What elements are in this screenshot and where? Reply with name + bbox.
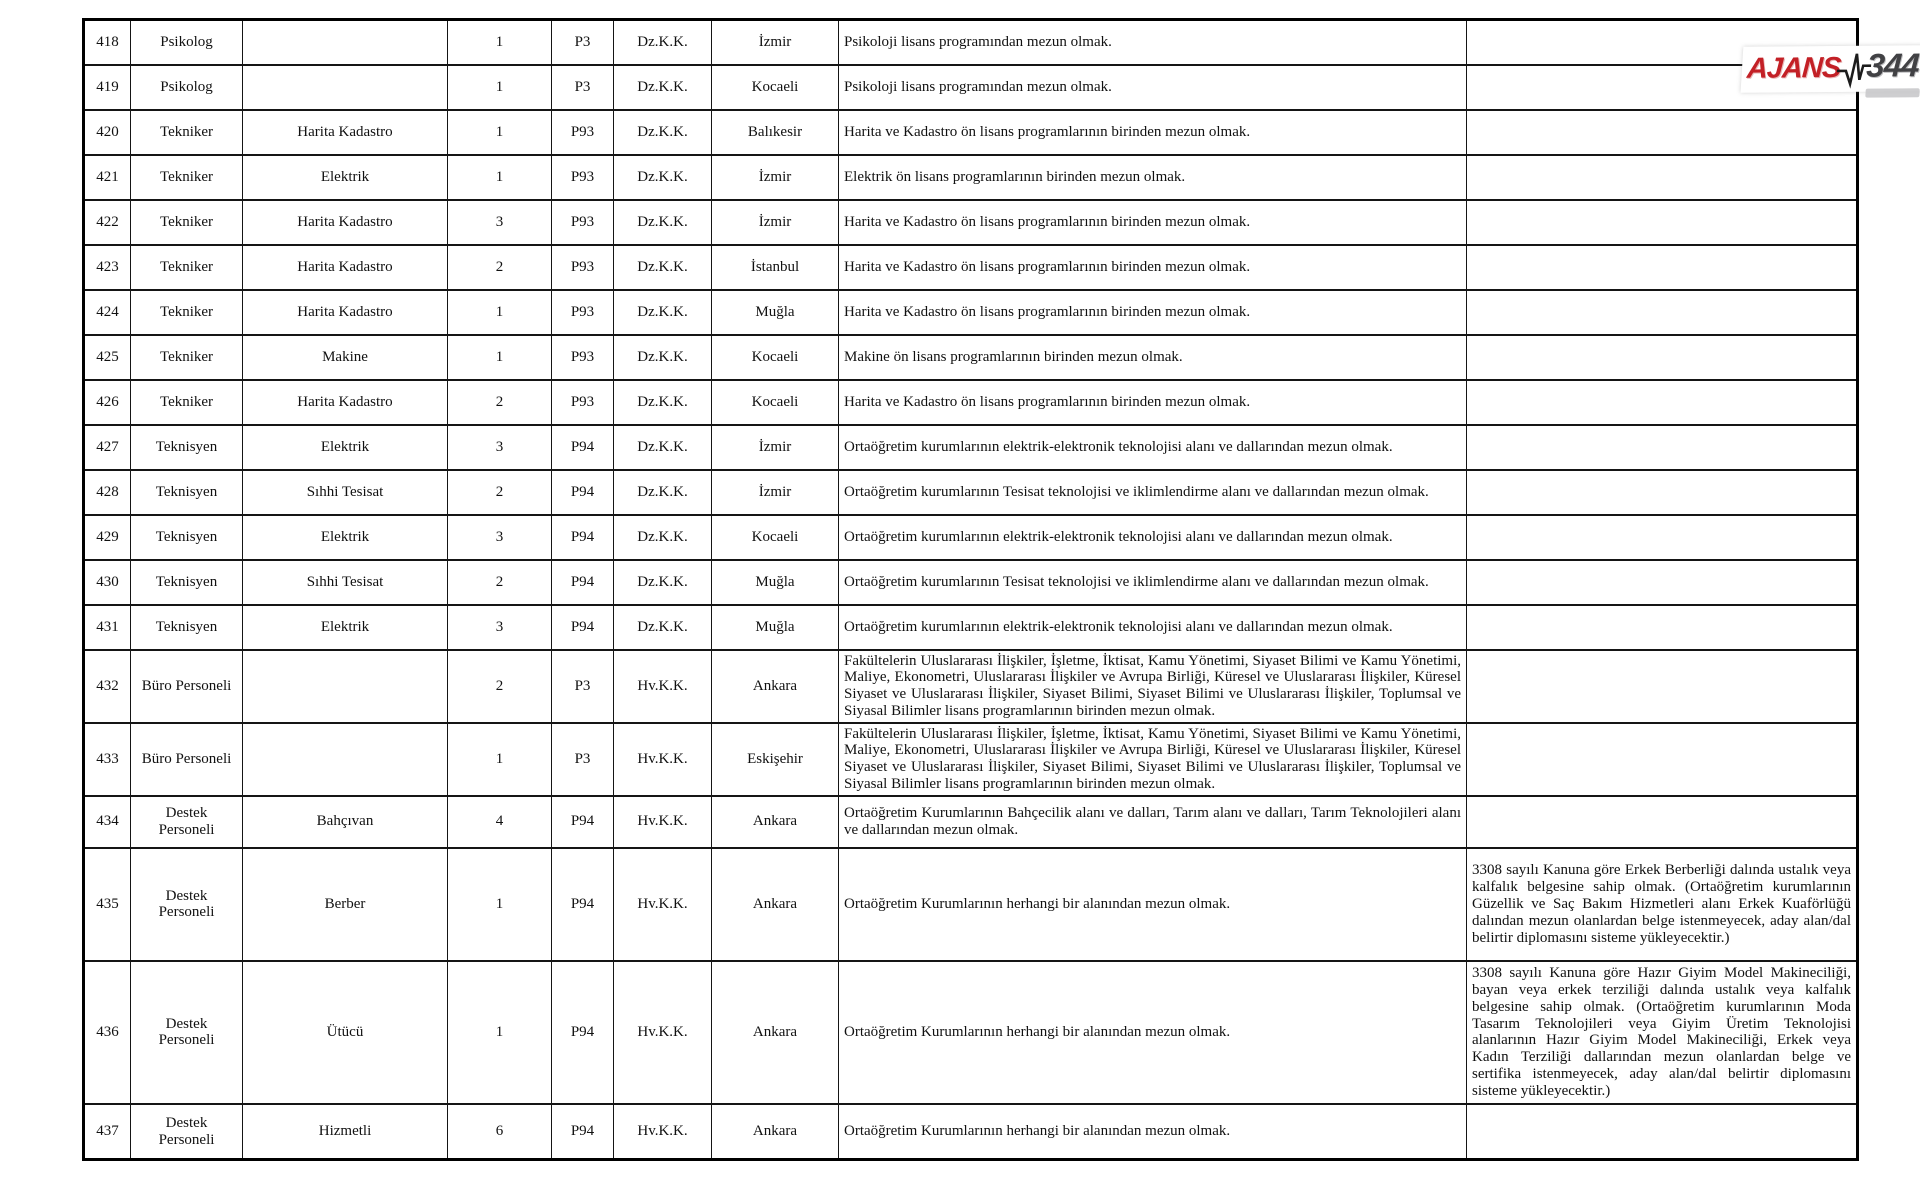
cell-kod: P93	[552, 155, 614, 200]
cell-aciklama	[1467, 1104, 1858, 1160]
cell-nitelik: Harita ve Kadastro ön lisans programlarının birinden mezun olmak.	[839, 200, 1467, 245]
cell-nitelik: Makine ön lisans programlarının birinden mezun olmak.	[839, 335, 1467, 380]
cell-adet: 1	[448, 290, 552, 335]
cell-brans: Harita Kadastro	[243, 110, 448, 155]
cell-adet: 2	[448, 245, 552, 290]
cell-adet: 3	[448, 515, 552, 560]
cell-unvan: Teknisyen	[131, 560, 243, 605]
table-row	[84, 848, 1858, 961]
cell-kuvvet: Hv.K.K.	[614, 848, 712, 961]
cell-unvan: Tekniker	[131, 245, 243, 290]
cell-kuvvet: Dz.K.K.	[614, 605, 712, 650]
cell-kuvvet: Dz.K.K.	[614, 560, 712, 605]
table-row	[84, 650, 1858, 723]
table-row	[84, 723, 1858, 796]
cell-nitelik: Ortaöğretim kurumlarının elektrik-elektronik teknolojisi alanı ve dallarından mezun olmak.	[839, 605, 1467, 650]
cell-nitelik: Psikoloji lisans programından mezun olmak.	[839, 65, 1467, 110]
cell-kod: P93	[552, 335, 614, 380]
cell-kuvvet: Hv.K.K.	[614, 723, 712, 796]
cell-aciklama	[1467, 155, 1858, 200]
cell-unvan: Teknisyen	[131, 425, 243, 470]
cell-adet: 1	[448, 65, 552, 110]
cell-brans: Sıhhi Tesisat	[243, 560, 448, 605]
cell-sira: 431	[84, 605, 131, 650]
cell-unvan: Tekniker	[131, 380, 243, 425]
cell-aciklama	[1467, 335, 1858, 380]
cell-sira: 433	[84, 723, 131, 796]
cell-kuvvet: Dz.K.K.	[614, 335, 712, 380]
cell-kuvvet: Dz.K.K.	[614, 20, 712, 65]
cell-kod: P3	[552, 650, 614, 723]
table-row	[84, 290, 1858, 335]
cell-il: İzmir	[712, 470, 839, 515]
cell-sira: 432	[84, 650, 131, 723]
cell-kod: P94	[552, 515, 614, 560]
cell-il: Ankara	[712, 1104, 839, 1160]
cell-kuvvet: Hv.K.K.	[614, 650, 712, 723]
cell-sira: 426	[84, 380, 131, 425]
cell-sira: 436	[84, 961, 131, 1104]
cell-brans: Elektrik	[243, 155, 448, 200]
cell-kuvvet: Hv.K.K.	[614, 796, 712, 848]
table-row	[84, 110, 1858, 155]
table-row	[84, 605, 1858, 650]
cell-adet: 1	[448, 961, 552, 1104]
cell-nitelik: Harita ve Kadastro ön lisans programlarının birinden mezun olmak.	[839, 290, 1467, 335]
cell-kuvvet: Dz.K.K.	[614, 425, 712, 470]
cell-il: Ankara	[712, 650, 839, 723]
cell-kod: P94	[552, 796, 614, 848]
cell-unvan: Büro Personeli	[131, 650, 243, 723]
table-row	[84, 515, 1858, 560]
cell-kuvvet: Dz.K.K.	[614, 245, 712, 290]
cell-kuvvet: Hv.K.K.	[614, 961, 712, 1104]
cell-kod: P94	[552, 961, 614, 1104]
cell-brans: Harita Kadastro	[243, 380, 448, 425]
cell-sira: 420	[84, 110, 131, 155]
cell-sira: 427	[84, 425, 131, 470]
table-row	[84, 20, 1858, 65]
cell-adet: 4	[448, 796, 552, 848]
cell-kuvvet: Dz.K.K.	[614, 515, 712, 560]
cell-aciklama: 3308 sayılı Kanuna göre Hazır Giyim Model Makineciliği, bayan veya erkek terziliği dalında ustalık veya kalfalık belgesine sahip olmak. (Ortaöğretim kurumlarının Moda Tasarım Teknolojileri veya Giyim Üretim Teknolojisi alanlarının Hazır Giyim Model Makineciliği, Erkek veya Kadın Terziliği dallarından mezun olanlardan belge ve sertifika istenmeyecek, aday alan/dal belirtir diplomasını sisteme yükleyecektir.)	[1467, 961, 1858, 1104]
cell-kod: P94	[552, 425, 614, 470]
cell-nitelik: Harita ve Kadastro ön lisans programlarının birinden mezun olmak.	[839, 380, 1467, 425]
cell-adet: 2	[448, 470, 552, 515]
cell-nitelik: Ortaöğretim kurumlarının Tesisat teknolojisi ve iklimlendirme alanı ve dallarından mezun olmak.	[839, 470, 1467, 515]
cell-kod: P94	[552, 605, 614, 650]
cell-brans: Harita Kadastro	[243, 200, 448, 245]
cell-brans: Makine	[243, 335, 448, 380]
cell-kod: P3	[552, 20, 614, 65]
cell-kod: P94	[552, 560, 614, 605]
cell-unvan: Tekniker	[131, 110, 243, 155]
cell-aciklama	[1467, 650, 1858, 723]
table-row	[84, 155, 1858, 200]
cell-aciklama	[1467, 380, 1858, 425]
logo-number-text: 344	[1865, 46, 1920, 84]
cell-il: Ankara	[712, 796, 839, 848]
table-row	[84, 335, 1858, 380]
cell-sira: 421	[84, 155, 131, 200]
cell-adet: 2	[448, 650, 552, 723]
cell-kuvvet: Dz.K.K.	[614, 110, 712, 155]
cell-adet: 2	[448, 380, 552, 425]
cell-unvan: Destek Personeli	[131, 961, 243, 1104]
table-row	[84, 425, 1858, 470]
cell-aciklama	[1467, 200, 1858, 245]
cell-unvan: Psikolog	[131, 20, 243, 65]
cell-kod: P3	[552, 65, 614, 110]
cell-sira: 437	[84, 1104, 131, 1160]
cell-kod: P94	[552, 1104, 614, 1160]
job-postings-table	[82, 18, 1859, 1161]
cell-brans: Harita Kadastro	[243, 245, 448, 290]
cell-kuvvet: Dz.K.K.	[614, 155, 712, 200]
cell-brans: Berber	[243, 848, 448, 961]
table-row	[84, 65, 1858, 110]
job-table-body	[84, 20, 1858, 1160]
cell-brans: Bahçıvan	[243, 796, 448, 848]
cell-il: Ankara	[712, 961, 839, 1104]
cell-brans: Sıhhi Tesisat	[243, 470, 448, 515]
cell-aciklama: 3308 sayılı Kanuna göre Erkek Berberliği dalında ustalık veya kalfalık belgesine sahip olmak. (Ortaöğretim kurumlarının Güzellik ve Saç Bakım Hizmetleri alanı Erkek Kuaförlüğü dalından mezun olanlardan belge istenmeyecek, aday alan/dal belirtir diplomasını sisteme yükleyecektir.)	[1467, 848, 1858, 961]
cell-kod: P93	[552, 290, 614, 335]
cell-sira: 418	[84, 20, 131, 65]
cell-brans	[243, 20, 448, 65]
cell-kod: P94	[552, 470, 614, 515]
cell-unvan: Teknisyen	[131, 515, 243, 560]
cell-aciklama	[1467, 515, 1858, 560]
cell-adet: 1	[448, 848, 552, 961]
table-row	[84, 470, 1858, 515]
cell-aciklama	[1467, 605, 1858, 650]
cell-brans: Ütücü	[243, 961, 448, 1104]
cell-nitelik: Ortaöğretim Kurumlarının herhangi bir alanından mezun olmak.	[839, 1104, 1467, 1160]
cell-nitelik: Harita ve Kadastro ön lisans programlarının birinden mezun olmak.	[839, 245, 1467, 290]
cell-il: Eskişehir	[712, 723, 839, 796]
cell-nitelik: Ortaöğretim kurumlarının elektrik-elektronik teknolojisi alanı ve dallarından mezun olmak.	[839, 515, 1467, 560]
cell-kod: P93	[552, 200, 614, 245]
cell-sira: 435	[84, 848, 131, 961]
cell-nitelik: Ortaöğretim Kurumlarının Bahçecilik alanı ve dalları, Tarım alanı ve dalları, Tarım Teknolojileri alanı ve dallarından mezun olmak.	[839, 796, 1467, 848]
cell-sira: 425	[84, 335, 131, 380]
cell-unvan: Tekniker	[131, 200, 243, 245]
cell-unvan: Tekniker	[131, 155, 243, 200]
cell-adet: 1	[448, 155, 552, 200]
cell-aciklama	[1467, 245, 1858, 290]
cell-il: İzmir	[712, 425, 839, 470]
cell-sira: 423	[84, 245, 131, 290]
cell-nitelik: Psikoloji lisans programından mezun olmak.	[839, 20, 1467, 65]
cell-unvan: Destek Personeli	[131, 1104, 243, 1160]
cell-unvan: Tekniker	[131, 335, 243, 380]
cell-adet: 1	[448, 110, 552, 155]
cell-nitelik: Ortaöğretim Kurumlarının herhangi bir alanından mezun olmak.	[839, 961, 1467, 1104]
cell-unvan: Büro Personeli	[131, 723, 243, 796]
cell-aciklama	[1467, 560, 1858, 605]
cell-il: İzmir	[712, 200, 839, 245]
cell-il: Ankara	[712, 848, 839, 961]
cell-unvan: Destek Personeli	[131, 848, 243, 961]
cell-kuvvet: Dz.K.K.	[614, 65, 712, 110]
cell-adet: 1	[448, 335, 552, 380]
cell-kuvvet: Dz.K.K.	[614, 290, 712, 335]
logo-brand-text: AJANS	[1746, 51, 1842, 85]
cell-aciklama	[1467, 425, 1858, 470]
cell-brans: Elektrik	[243, 605, 448, 650]
cell-il: Balıkesir	[712, 110, 839, 155]
cell-aciklama	[1467, 723, 1858, 796]
cell-brans: Elektrik	[243, 515, 448, 560]
cell-aciklama	[1467, 796, 1858, 848]
cell-il: Kocaeli	[712, 335, 839, 380]
cell-kuvvet: Dz.K.K.	[614, 380, 712, 425]
cell-il: İzmir	[712, 155, 839, 200]
cell-kod: P93	[552, 380, 614, 425]
cell-unvan: Tekniker	[131, 290, 243, 335]
cell-adet: 2	[448, 560, 552, 605]
cell-aciklama	[1467, 110, 1858, 155]
ajans344-logo	[1741, 45, 1920, 93]
cell-kod: P93	[552, 110, 614, 155]
cell-adet: 3	[448, 200, 552, 245]
cell-brans	[243, 650, 448, 723]
table-row	[84, 1104, 1858, 1160]
cell-adet: 1	[448, 20, 552, 65]
cell-adet: 3	[448, 605, 552, 650]
cell-nitelik: Ortaöğretim Kurumlarının herhangi bir alanından mezun olmak.	[839, 848, 1467, 961]
cell-unvan: Teknisyen	[131, 605, 243, 650]
cell-brans: Harita Kadastro	[243, 290, 448, 335]
cell-aciklama	[1467, 470, 1858, 515]
table-row	[84, 961, 1858, 1104]
cell-kod: P3	[552, 723, 614, 796]
cell-kuvvet: Dz.K.K.	[614, 200, 712, 245]
cell-adet: 6	[448, 1104, 552, 1160]
table-row	[84, 380, 1858, 425]
cell-nitelik: Ortaöğretim kurumlarının Tesisat teknolojisi ve iklimlendirme alanı ve dallarından mezun olmak.	[839, 560, 1467, 605]
cell-unvan: Destek Personeli	[131, 796, 243, 848]
cell-il: Kocaeli	[712, 515, 839, 560]
table-row	[84, 200, 1858, 245]
cell-unvan: Teknisyen	[131, 470, 243, 515]
cell-brans: Elektrik	[243, 425, 448, 470]
table-row	[84, 560, 1858, 605]
cell-unvan: Psikolog	[131, 65, 243, 110]
cell-il: Kocaeli	[712, 65, 839, 110]
cell-nitelik: Ortaöğretim kurumlarının elektrik-elektronik teknolojisi alanı ve dallarından mezun olmak.	[839, 425, 1467, 470]
cell-adet: 3	[448, 425, 552, 470]
cell-nitelik: Elektrik ön lisans programlarının birinden mezun olmak.	[839, 155, 1467, 200]
cell-brans: Hizmetli	[243, 1104, 448, 1160]
cell-il: Muğla	[712, 290, 839, 335]
cell-brans	[243, 723, 448, 796]
cell-sira: 422	[84, 200, 131, 245]
table-row	[84, 245, 1858, 290]
cell-il: İstanbul	[712, 245, 839, 290]
cell-kod: P94	[552, 848, 614, 961]
cell-il: Kocaeli	[712, 380, 839, 425]
cell-sira: 434	[84, 796, 131, 848]
cell-nitelik: Fakültelerin Uluslararası İlişkiler, İşletme, İktisat, Kamu Yönetimi, Siyaset Bilimi ve Kamu Yönetimi, Maliye, Ekonometri, Uluslararası İlişkiler ve Avrupa Birliği, Küresel ve Uluslararası İlişkiler, Küresel Siyaset ve Uluslararası İlişkiler, Siyaset Bilimi, Siyaset Bilimi ve Uluslararası İlişkiler, Toplumsal ve Siyasal Bilimler lisans programlarının birinden mezun olmak.	[839, 723, 1467, 796]
cell-sira: 424	[84, 290, 131, 335]
cell-kod: P93	[552, 245, 614, 290]
cell-nitelik: Harita ve Kadastro ön lisans programlarının birinden mezun olmak.	[839, 110, 1467, 155]
cell-il: Muğla	[712, 560, 839, 605]
cell-brans	[243, 65, 448, 110]
cell-nitelik: Fakültelerin Uluslararası İlişkiler, İşletme, İktisat, Kamu Yönetimi, Siyaset Bilimi ve Kamu Yönetimi, Maliye, Ekonometri, Uluslararası İlişkiler ve Avrupa Birliği, Küresel ve Uluslararası İlişkiler, Küresel Siyaset ve Uluslararası İlişkiler, Siyaset Bilimi, Siyaset Bilimi ve Uluslararası İlişkiler, Toplumsal ve Siyasal Bilimler lisans programlarının birinden mezun olmak.	[839, 650, 1467, 723]
table-row	[84, 796, 1858, 848]
cell-sira: 419	[84, 65, 131, 110]
logo-tagline-badge	[1866, 88, 1920, 97]
cell-kuvvet: Dz.K.K.	[614, 470, 712, 515]
cell-kuvvet: Hv.K.K.	[614, 1104, 712, 1160]
cell-sira: 430	[84, 560, 131, 605]
cell-sira: 429	[84, 515, 131, 560]
cell-aciklama	[1467, 290, 1858, 335]
cell-il: Muğla	[712, 605, 839, 650]
cell-adet: 1	[448, 723, 552, 796]
cell-il: İzmir	[712, 20, 839, 65]
cell-sira: 428	[84, 470, 131, 515]
